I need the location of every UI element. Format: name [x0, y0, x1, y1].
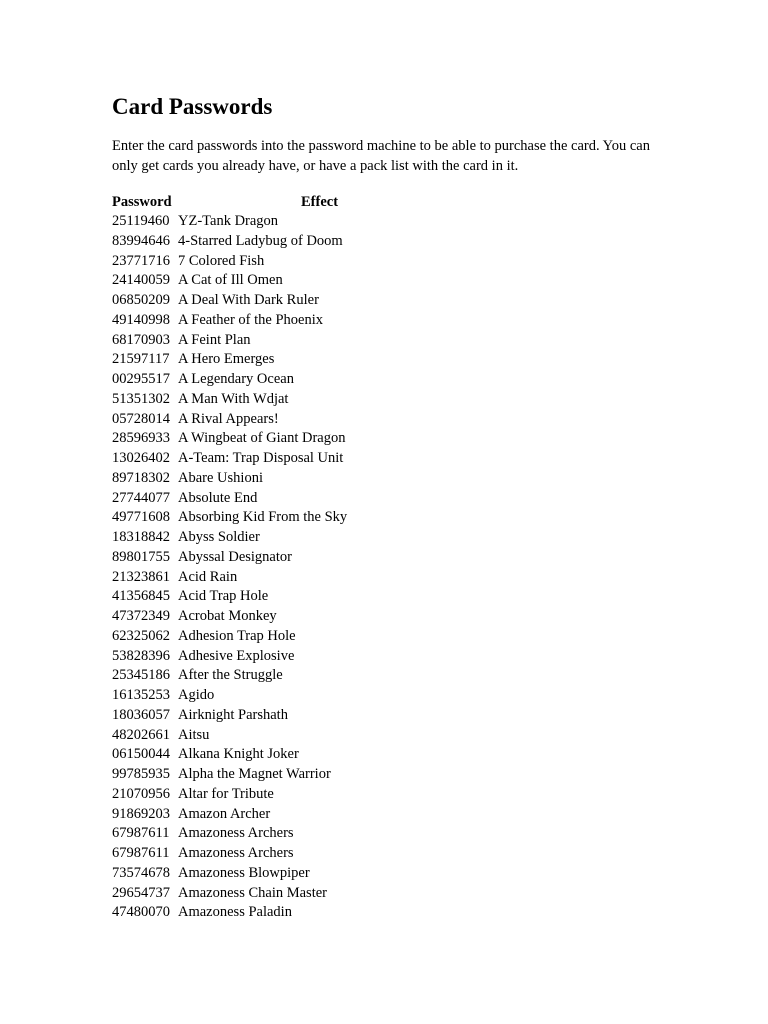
- password-cell: 21597117: [112, 351, 170, 368]
- password-cell: 16135253: [112, 687, 170, 703]
- effect-cell: A Rival Appears!: [178, 410, 279, 427]
- password-cell: 18318842: [112, 529, 170, 545]
- effect-cell: Adhesion Trap Hole: [178, 627, 296, 644]
- password-cell: 06150044: [112, 746, 170, 763]
- effect-cell: Amazoness Paladin: [178, 904, 292, 921]
- effect-cell: Acid Trap Hole: [178, 588, 269, 605]
- password-cell: 68170903: [112, 331, 170, 348]
- effect-cell: A Wingbeat of Giant Dragon: [178, 430, 346, 447]
- effect-cell: Amazoness Chain Master: [178, 884, 327, 901]
- password-cell: 89801755: [112, 548, 170, 565]
- effect-cell: A Feint Plan: [178, 331, 251, 348]
- effect-cell: 7 Colored Fish: [178, 252, 265, 269]
- effect-cell: 4-Starred Ladybug of Doom: [178, 232, 343, 249]
- password-cell: 25119460: [112, 213, 170, 229]
- password-cell: 21070956: [112, 785, 170, 802]
- password-cell: 47372349: [112, 608, 170, 624]
- effect-cell: Airknight Parshath: [178, 706, 288, 723]
- password-cell: 24140059: [112, 272, 170, 289]
- effect-cell: Abare Ushioni: [178, 469, 263, 486]
- password-cell: 62325062: [112, 627, 170, 644]
- effect-cell: Alpha the Magnet Warrior: [178, 766, 331, 782]
- password-cell: 67987611: [112, 825, 170, 842]
- password-cell: 21323861: [112, 568, 170, 585]
- password-cell: 25345186: [112, 667, 170, 684]
- password-cell: 29654737: [112, 884, 170, 901]
- effect-cell: Amazoness Archers: [178, 825, 294, 842]
- password-cell: 27744077: [112, 489, 170, 506]
- password-cell: 13026402: [112, 450, 170, 466]
- password-cell: 48202661: [112, 726, 170, 743]
- effect-cell: A Cat of Ill Omen: [178, 272, 283, 289]
- effect-cell: A-Team: Trap Disposal Unit: [178, 450, 344, 466]
- password-cell: 00295517: [112, 371, 170, 387]
- effect-cell: Acrobat Monkey: [178, 608, 277, 624]
- effect-cell: Abyss Soldier: [178, 529, 260, 545]
- password-cell: 83994646: [112, 232, 170, 249]
- effect-column-header: Effect: [301, 194, 339, 210]
- password-cell: 53828396: [112, 647, 170, 664]
- effect-cell: Amazon Archer: [178, 805, 271, 822]
- password-cell: 05728014: [112, 410, 170, 427]
- effect-cell: Adhesive Explosive: [178, 647, 295, 664]
- intro-paragraph: Enter the card passwords into the password machine to be able to purchase the card. You can only get cards you already have, or have a pack list with the card in it.: [112, 138, 650, 174]
- effect-cell: A Legendary Ocean: [178, 371, 294, 387]
- password-cell: 99785935: [112, 766, 170, 782]
- effect-cell: Alkana Knight Joker: [178, 746, 299, 763]
- effect-cell: Absolute End: [178, 489, 258, 506]
- password-cell: 41356845: [112, 588, 170, 605]
- effect-cell: Acid Rain: [178, 568, 238, 585]
- password-cell: 73574678: [112, 864, 170, 881]
- effect-cell: Agido: [178, 687, 215, 703]
- password-cell: 18036057: [112, 706, 170, 723]
- password-cell: 89718302: [112, 469, 170, 486]
- effect-cell: YZ-Tank Dragon: [178, 213, 279, 229]
- password-cell: 49771608: [112, 509, 170, 526]
- effect-cell: A Hero Emerges: [178, 351, 275, 368]
- effect-cell: Altar for Tribute: [178, 785, 274, 802]
- password-cell: 51351302: [112, 390, 170, 407]
- password-cell: 67987611: [112, 845, 170, 861]
- password-cell: 06850209: [112, 292, 170, 308]
- effect-cell: Abyssal Designator: [178, 548, 292, 565]
- effect-cell: Amazoness Blowpiper: [178, 864, 310, 881]
- page-title: Card Passwords: [112, 94, 273, 119]
- effect-cell: Aitsu: [178, 726, 210, 743]
- effect-cell: After the Struggle: [178, 667, 283, 684]
- effect-cell: A Man With Wdjat: [178, 390, 289, 407]
- password-cell: 49140998: [112, 311, 170, 328]
- effect-cell: A Deal With Dark Ruler: [178, 292, 319, 308]
- password-cell: 23771716: [112, 252, 170, 269]
- password-cell: 47480070: [112, 904, 170, 921]
- password-cell: 91869203: [112, 805, 170, 822]
- effect-cell: A Feather of the Phoenix: [178, 311, 323, 328]
- password-cell: 28596933: [112, 430, 170, 447]
- effect-cell: Absorbing Kid From the Sky: [178, 509, 348, 526]
- password-column-header: Password: [112, 194, 172, 210]
- effect-cell: Amazoness Archers: [178, 845, 294, 861]
